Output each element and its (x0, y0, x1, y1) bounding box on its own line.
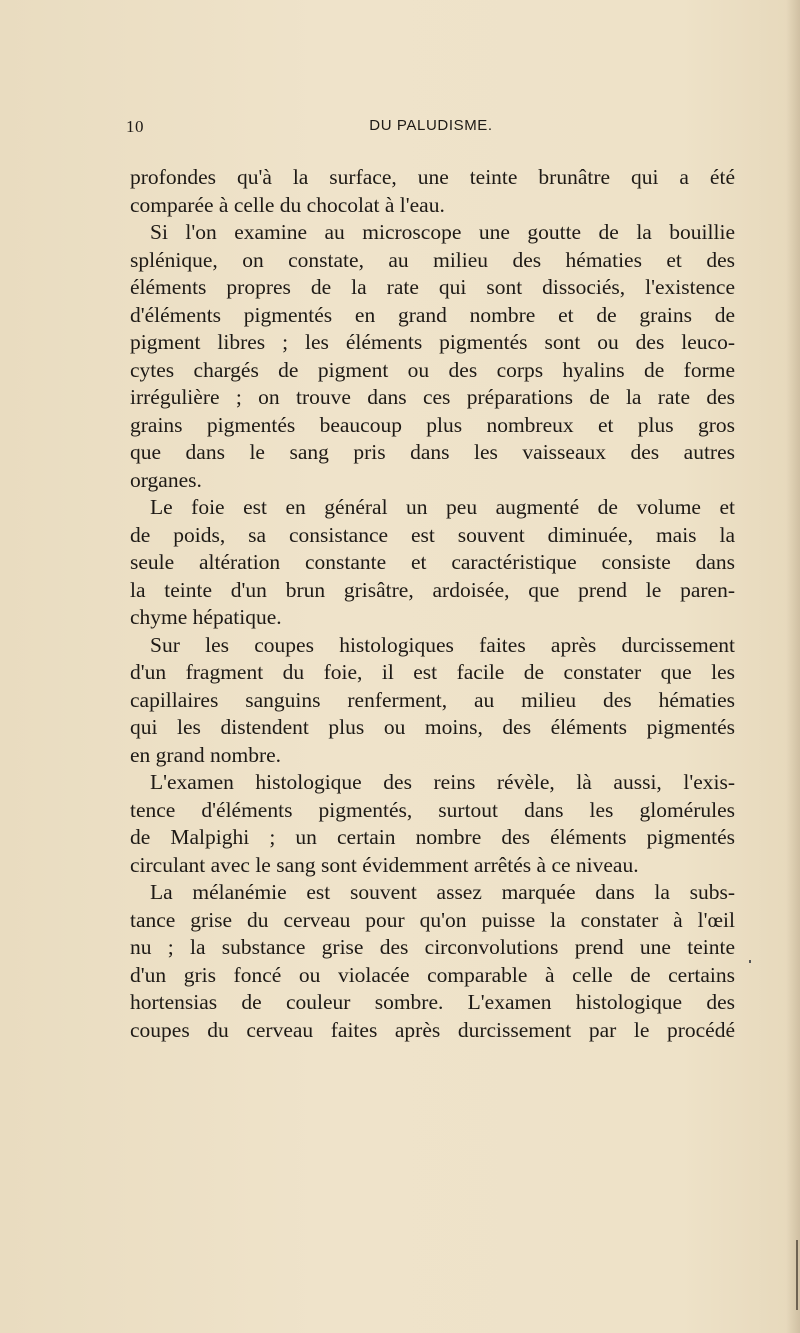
text-line: de poids, sa consistance est souvent diminuée, mais la (130, 522, 735, 547)
text-line: La mélanémie est souvent assez marquée dans la subs- (150, 880, 735, 904)
text-line: comparée à celle du chocolat à l'eau. (130, 192, 445, 217)
body-text (130, 164, 735, 1044)
running-title: DU PALUDISME. (369, 117, 493, 134)
text-line: nu ; la substance grise des circonvolutions prend une teinte (130, 935, 735, 959)
page-edge-mark (796, 1240, 798, 1310)
text-line: qui les distendent plus ou moins, des éléments pigmentés (130, 715, 735, 739)
text-line: tence d'éléments pigmentés, surtout dans les glomérules (130, 797, 735, 822)
text-line: d'un gris foncé ou violacée comparable à celle de certains (130, 962, 735, 987)
text-line: coupes du cerveau faites après durcissement par le procédé (130, 1017, 735, 1042)
text-line: que dans le sang pris dans les vaisseaux des autres (130, 440, 735, 464)
text-line: d'un fragment du foie, il est facile de constater que les (130, 660, 735, 684)
text-line: capillaires sanguins renferment, au milieu des hématies (130, 687, 735, 712)
ink-speck (749, 960, 751, 963)
text-line: organes. (130, 467, 202, 492)
text-line: seule altération constante et caractéristique consiste dans (130, 550, 735, 574)
text-line: splénique, on constate, au milieu des hématies et des (130, 247, 735, 272)
text-line: Le foie est en général un peu augmenté de volume et (150, 495, 735, 519)
text-line: éléments propres de la rate qui sont dissociés, l'existence (130, 275, 735, 299)
text-line: en grand nombre. (130, 742, 282, 767)
text-line: la teinte d'un brun grisâtre, ardoisée, que prend le paren- (130, 577, 735, 602)
text-line: grains pigmentés beaucoup plus nombreux et plus gros (130, 412, 735, 437)
text-line: circulant avec le sang sont évidemment arrêtés à ce niveau. (130, 852, 639, 877)
page-number: 10 (126, 117, 144, 136)
text-line: d'éléments pigmentés en grand nombre et de grains de (130, 302, 735, 327)
text-line: pigment libres ; les éléments pigmentés sont ou des leuco- (130, 330, 735, 354)
text-line: profondes qu'à la surface, une teinte brunâtre qui a été (130, 165, 735, 189)
running-head (126, 117, 736, 141)
text-line: hortensias de couleur sombre. L'examen histologique des (130, 990, 735, 1014)
text-line: de Malpighi ; un certain nombre des éléments pigmentés (130, 825, 735, 849)
text-line: Sur les coupes histologiques faites après durcissement (150, 632, 735, 657)
text-line: tance grise du cerveau pour qu'on puisse la constater à l'œil (130, 907, 735, 932)
text-line: L'examen histologique des reins révèle, là aussi, l'exis- (150, 770, 735, 794)
page-edge-shadow (786, 0, 800, 1333)
text-line: cytes chargés de pigment ou des corps hyalins de forme (130, 357, 735, 382)
text-line: Si l'on examine au microscope une goutte de la bouillie (150, 220, 735, 244)
text-line: irrégulière ; on trouve dans ces préparations de la rate des (130, 385, 735, 409)
text-line: chyme hépatique. (130, 605, 282, 629)
